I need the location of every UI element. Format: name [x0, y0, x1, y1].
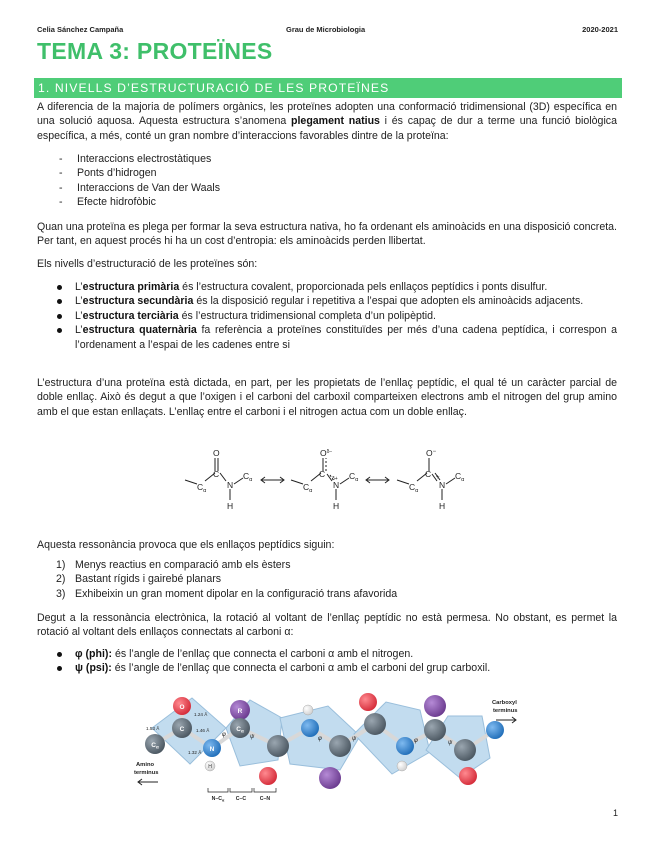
levels-list [37, 280, 617, 352]
angle-term: ψ (psi): [75, 662, 112, 675]
carboxyl-terminus-label: Carboxyl [492, 700, 517, 706]
angle-desc: és l’angle de l’enllaç que connecta el carboni α amb el carboni del grup carboxil. [111, 662, 491, 675]
level-term: estructura primària [82, 281, 180, 293]
atom-hydrogen [303, 705, 313, 715]
atom-n-label: N [209, 746, 215, 753]
item-text: Bastant rígids i gairebé planars [75, 573, 222, 586]
atom-h-label: H [208, 764, 212, 770]
bond-label-c-n: C–N [259, 796, 271, 802]
n-partial-charge: δ+ [332, 476, 338, 482]
n-charge: + [436, 475, 440, 481]
header-year: 2020-2021 [582, 25, 618, 34]
atom-oxygen [459, 767, 477, 785]
bond-length-124: 1.24 Å [194, 712, 208, 717]
list-item [37, 647, 617, 661]
c-alpha-label: $C_\alpha$ [409, 482, 419, 494]
section-heading: 1. NIVELLS D’ESTRUCTURACIÓ DE LES PROTEÏNES [34, 78, 622, 98]
atom-oxygen: O [213, 448, 220, 458]
intro-paragraph [37, 100, 617, 143]
atom-nitrogen [396, 737, 414, 755]
atom-c-label: C [179, 726, 185, 733]
page-title: TEMA 3: PROTEÏNES [37, 38, 273, 64]
c-alpha-label: $C_\alpha$ [236, 726, 244, 734]
atom-nitrogen [486, 721, 504, 739]
c-alpha-label: $C_\alpha$ [303, 482, 313, 494]
list-item [37, 309, 617, 323]
level-term: estructura quaternària [82, 324, 197, 337]
psi-label: ψ [250, 734, 255, 740]
c-alpha-label: $C_\alpha$ [197, 482, 207, 494]
header-degree: Grau de Microbiologia [286, 25, 366, 34]
bond-length-153: 1.53 Å [146, 726, 160, 731]
backbone-figure [130, 688, 530, 810]
rotation-paragraph: Degut a la ressonància electrònica, la rotació al voltant de l’enllaç peptídic no està permesa. No obstant, es permet la rotació al voltant dels enllaços connectats al carboni α: [37, 612, 617, 639]
atom-carbon [454, 739, 476, 761]
atom-oxygen: O− [426, 448, 437, 458]
atom-hydrogen: H [333, 501, 340, 511]
atom-r-label: R [237, 708, 243, 715]
intro-bold-term: plegament natius [291, 115, 380, 128]
psi-label: ψ [448, 740, 453, 746]
page-number: 1 [612, 808, 618, 818]
atom-r-group [424, 695, 446, 717]
atom-carbon [364, 713, 386, 735]
level-desc: és l’estructura tridimensional completa d’un polipèptid. [178, 309, 436, 322]
psi-label: ψ [352, 736, 357, 742]
level-desc: fa referència a proteïnes constituïdes per més d’una cadena peptídica, i correspon a l’ordenament a l’espai de les cadenes entre si [75, 324, 618, 351]
atom-carbon: C [213, 469, 220, 479]
level-desc: és la disposició regular i repetitiva a l’espai que adopten els aminoàcids adjacents. [193, 295, 584, 308]
list-item [37, 587, 617, 601]
atom-oxygen [359, 693, 377, 711]
level-prefix: L’ [75, 281, 83, 293]
item-number: 1) [56, 559, 66, 571]
atom-nitrogen: N [333, 480, 340, 490]
level-term: estructura secundària [82, 295, 194, 308]
list-item [37, 323, 617, 352]
atom-o-label: O [179, 704, 185, 711]
item-text: Menys reactius en comparació amb els èsters [75, 559, 291, 571]
list-item [37, 572, 617, 586]
c-alpha-label: $C_\alpha$ [455, 471, 465, 483]
list-item [37, 294, 617, 308]
level-desc: és l’estructura covalent, proporcionada pels enllaços peptídics i ponts disulfur. [179, 281, 548, 293]
intro-text-a: A diferencia de la majoria de polímers orgànics, les proteïnes adopten una conformació tridimensional (3D) específica en una solució aquosa. Aquesta estructura s’anomena [37, 101, 617, 128]
intro-text-b: i és capaç de dur a terme una funció biològica específica, a més, conté un gran nombre d’interaccions favorables dintre de la proteïna: [37, 115, 617, 142]
list-item: - Interaccions electrostàtiques [37, 152, 617, 166]
phi-label: φ [318, 736, 322, 742]
atom-hydrogen: H [439, 501, 446, 511]
item-number: 2) [56, 573, 66, 586]
resonance-intro: Aquesta ressonància provoca que els enllaços peptídics siguin: [37, 539, 335, 551]
amino-terminus-label: Amino [136, 762, 155, 768]
atom-carbon: C [319, 469, 326, 479]
levels-intro: Els nivells d’estructuració de les proteïnes són: [37, 258, 258, 270]
interactions-list [37, 152, 617, 210]
atom-nitrogen: N [439, 480, 446, 490]
phi-label: φ [414, 738, 418, 744]
peptide-bond-paragraph: L’estructura d’una proteïna està dictada, en part, per les propietats de l’enllaç peptídic, el qual té un caràcter parcial de doble enllaç. Això és degut a que l’oxigen i el carboni del carboxil comparteixen electrons amb el nitrogen del grup amino amb el que estan enllaçats. L’enllaç entre el carboni i el nitrogen actua com un doble enllaç. [37, 377, 617, 418]
amino-terminus-label: terminus [134, 770, 159, 776]
list-item [37, 661, 617, 675]
bond-length-146: 1.46 Å [196, 728, 210, 733]
level-prefix: L’ [75, 324, 83, 337]
atom-nitrogen: N [227, 480, 234, 490]
atom-r-group [319, 767, 341, 789]
item-number: 3) [56, 587, 66, 600]
bond-length-132: 1.32 Å [188, 750, 202, 755]
atom-hydrogen: H [227, 501, 234, 511]
properties-list [37, 558, 617, 601]
list-item: - Ponts d’hidrogen [37, 166, 617, 180]
list-item [37, 558, 617, 572]
level-prefix: L’ [75, 309, 83, 322]
level-term: estructura terciària [82, 309, 179, 322]
atom-nitrogen [301, 719, 319, 737]
atom-carbon: C [425, 469, 432, 479]
atom-oxygen [259, 767, 277, 785]
folding-paragraph: Quan una proteïna es plega per formar la seva estructura nativa, ho fa ordenant els aminoàcids en una disposició concreta. Per tant, en aquest procés hi ha un cost d’entropia: els aminoàcids perden llibertat. [37, 221, 617, 248]
header-author: Celia Sánchez Campaña [37, 25, 124, 34]
resonance-figure [175, 446, 485, 514]
phi-label: φ [222, 732, 226, 738]
carboxyl-terminus-label: terminus [493, 708, 518, 714]
atom-oxygen: $O^{\delta-}$ [320, 448, 333, 458]
atom-carbon-alpha [424, 719, 446, 741]
bond-label-ca-c: C–C [235, 796, 247, 802]
angles-list [37, 647, 617, 676]
angle-term: φ (phi): [75, 648, 112, 660]
c-alpha-label: $C_\alpha$ [151, 742, 159, 750]
level-prefix: L’ [75, 295, 83, 308]
atom-carbon-alpha [329, 735, 351, 757]
c-alpha-label: $C_\alpha$ [349, 471, 359, 483]
atom-hydrogen [397, 761, 407, 771]
c-alpha-label: $C_\alpha$ [243, 471, 253, 483]
list-item: - Interaccions de Van der Waals [37, 181, 617, 195]
angle-desc: és l’angle de l’enllaç que connecta el carboni α amb el nitrogen. [112, 648, 414, 660]
atom-carbon [267, 735, 289, 757]
bond-label-n-ca: $N-C_\alpha$ [211, 796, 225, 803]
list-item: - Efecte hidrofòbic [37, 195, 617, 209]
list-item [37, 280, 617, 294]
item-text: Exhibeixin un gran moment dipolar en la configuració trans afavorida [75, 587, 398, 600]
